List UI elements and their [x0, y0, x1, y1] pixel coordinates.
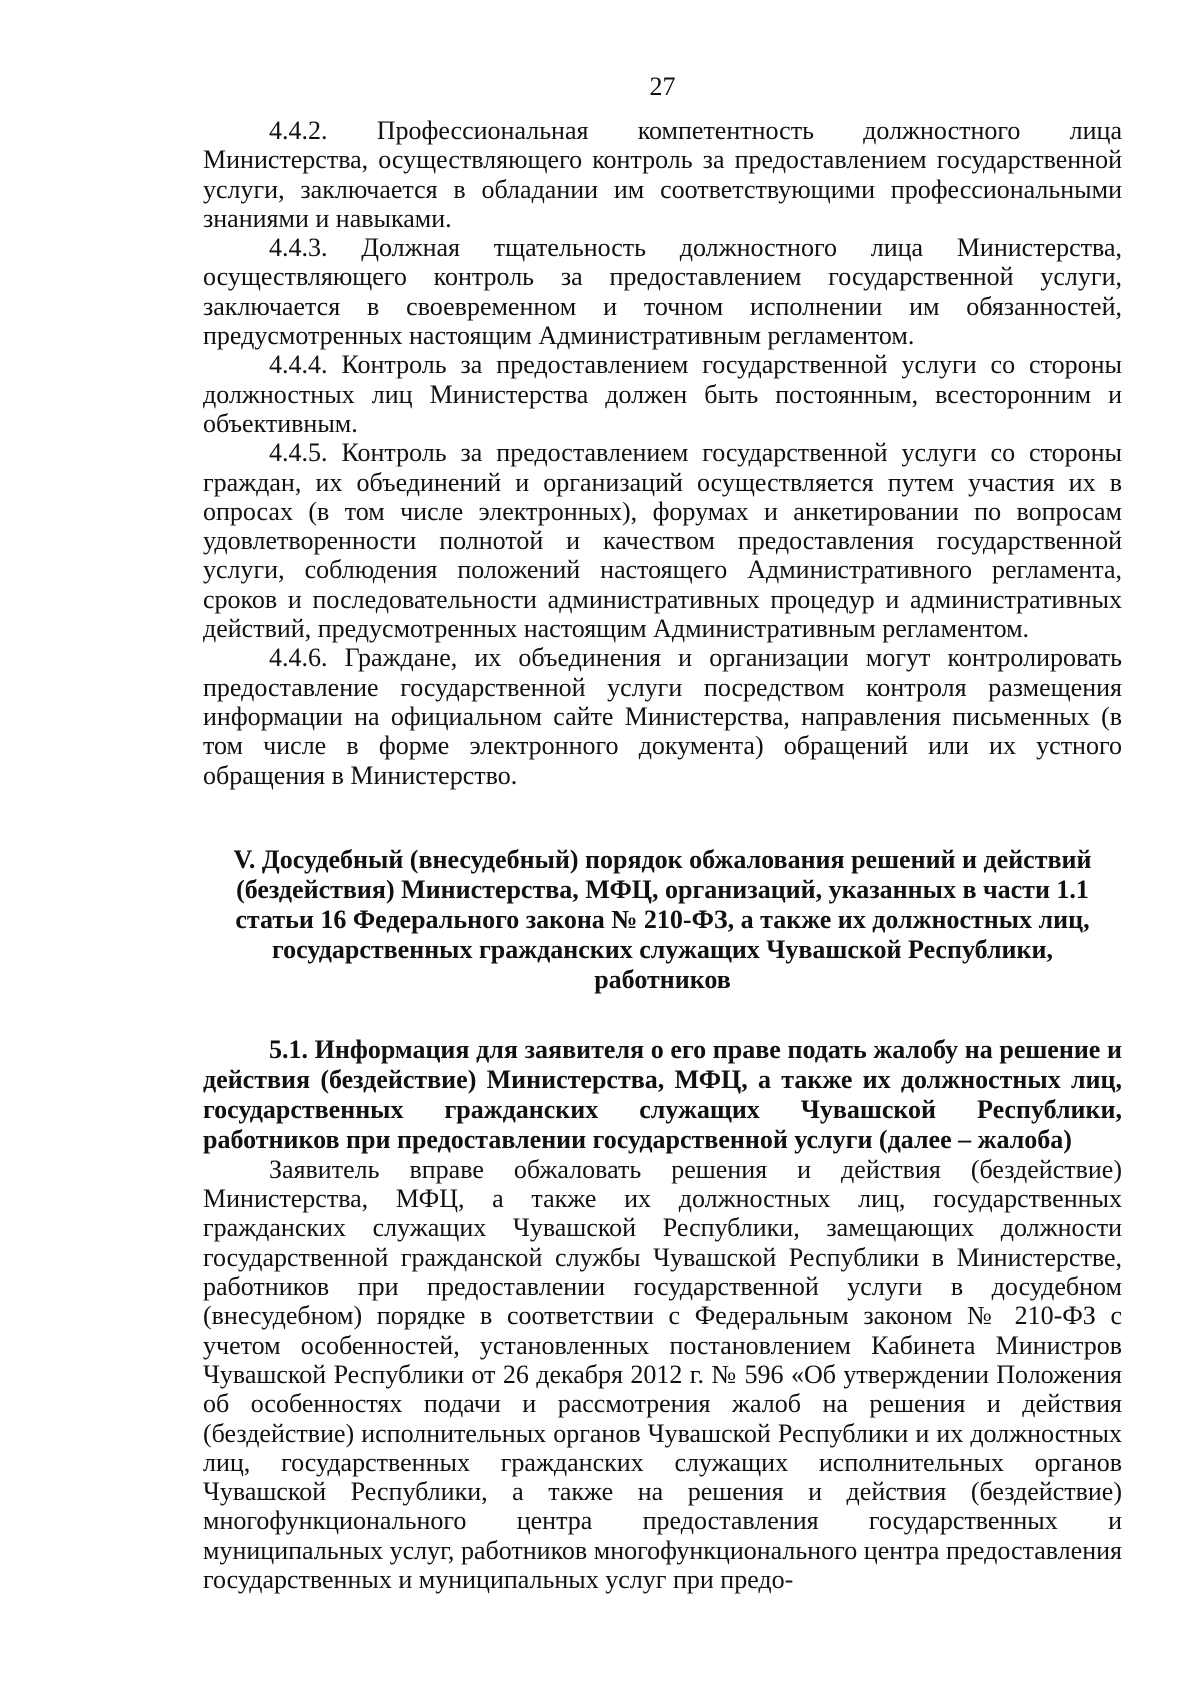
paragraph-4-4-3: 4.4.3. Должная тщательность должностного лица Министерства, осуществляющего контроль за предоставлением государственной услуги, заключается в своевременном и точном исполнении им обязанностей, предусмотренных настоящим Административным регламентом. [203, 233, 1122, 351]
paragraph-4-4-2: 4.4.2. Профессиональная компетентность должностного лица Министерства, осуществляющего контроль за предоставлением государственной услуги, заключается в обладании им соответствующими профессиональными знаниями и навыками. [203, 116, 1122, 233]
subsection-5-1-body: Заявитель вправе обжаловать решения и действия (бездействие) Министерства, МФЦ, а также их должностных лиц, государственных гражданских служащих Чувашской Республики, замещающих должности государственной гражданской службы Чувашской Республики в Министерстве, работников при предоставлении государственной услуги в досудебном (внесудебном) порядке в соответствии с Федеральным законом № 210-ФЗ с учетом особенностей, установленных постановлением Кабинета Министров Чувашской Республики от 26 декабря 2012 г. № 596 «Об утверждении Положения об особенностях подачи и рассмотрения жалоб на решения и действия (бездействие) исполнительных органов Чувашской Республики и их должностных лиц, государственных гражданских служащих исполнительных органов Чувашской Республики, а также на решения и действия (бездействие) многофункционального центра предоставления государственных и муниципальных услуг, работников многофункционального центра предоставления государственных и муниципальных услуг при предо- [203, 1154, 1122, 1594]
subsection-5-1-heading: 5.1. Информация для заявителя о его праве подать жалобу на решение и действия (бездействие) Министерства, МФЦ, а также их должностных лиц, государственных гражданских служащих Чувашской Республики, работников при предоставлении государственной услуги (далее – жалоба) [203, 1034, 1122, 1154]
paragraph-4-4-6: 4.4.6. Граждане, их объединения и организации могут контролировать предоставление государственной услуги посредством контроля размещения информации на официальном сайте Министерства, направления письменных (в том числе в форме электронного документа) обращений или их устного обращения в Министерство. [203, 643, 1122, 790]
paragraph-4-4-4: 4.4.4. Контроль за предоставлением государственной услуги со стороны должностных лиц Министерства должен быть постоянным, всесторонним и объективным. [203, 350, 1122, 438]
page-number: 27 [649, 72, 676, 101]
paragraph-4-4-5: 4.4.5. Контроль за предоставлением государственной услуги со стороны граждан, их объединений и организаций осуществляется путем участия их в опросах (в том числе электронных), форумах и анкетировании по вопросам удовлетворенности полнотой и качеством предоставления государственной услуги, соблюдения положений настоящего Административного регламента, сроков и последовательности административных процедур и административных действий, предусмотренных настоящим Административным регламентом. [203, 438, 1122, 644]
section-v-heading: V. Досудебный (внесудебный) порядок обжалования решений и действий (бездействия) Министерства, МФЦ, организаций, указанных в части 1.1 статьи 16 Федерального закона № 210-ФЗ, а также их должностных лиц, государственных гражданских служащих Чувашской Республики, работников [233, 844, 1092, 994]
